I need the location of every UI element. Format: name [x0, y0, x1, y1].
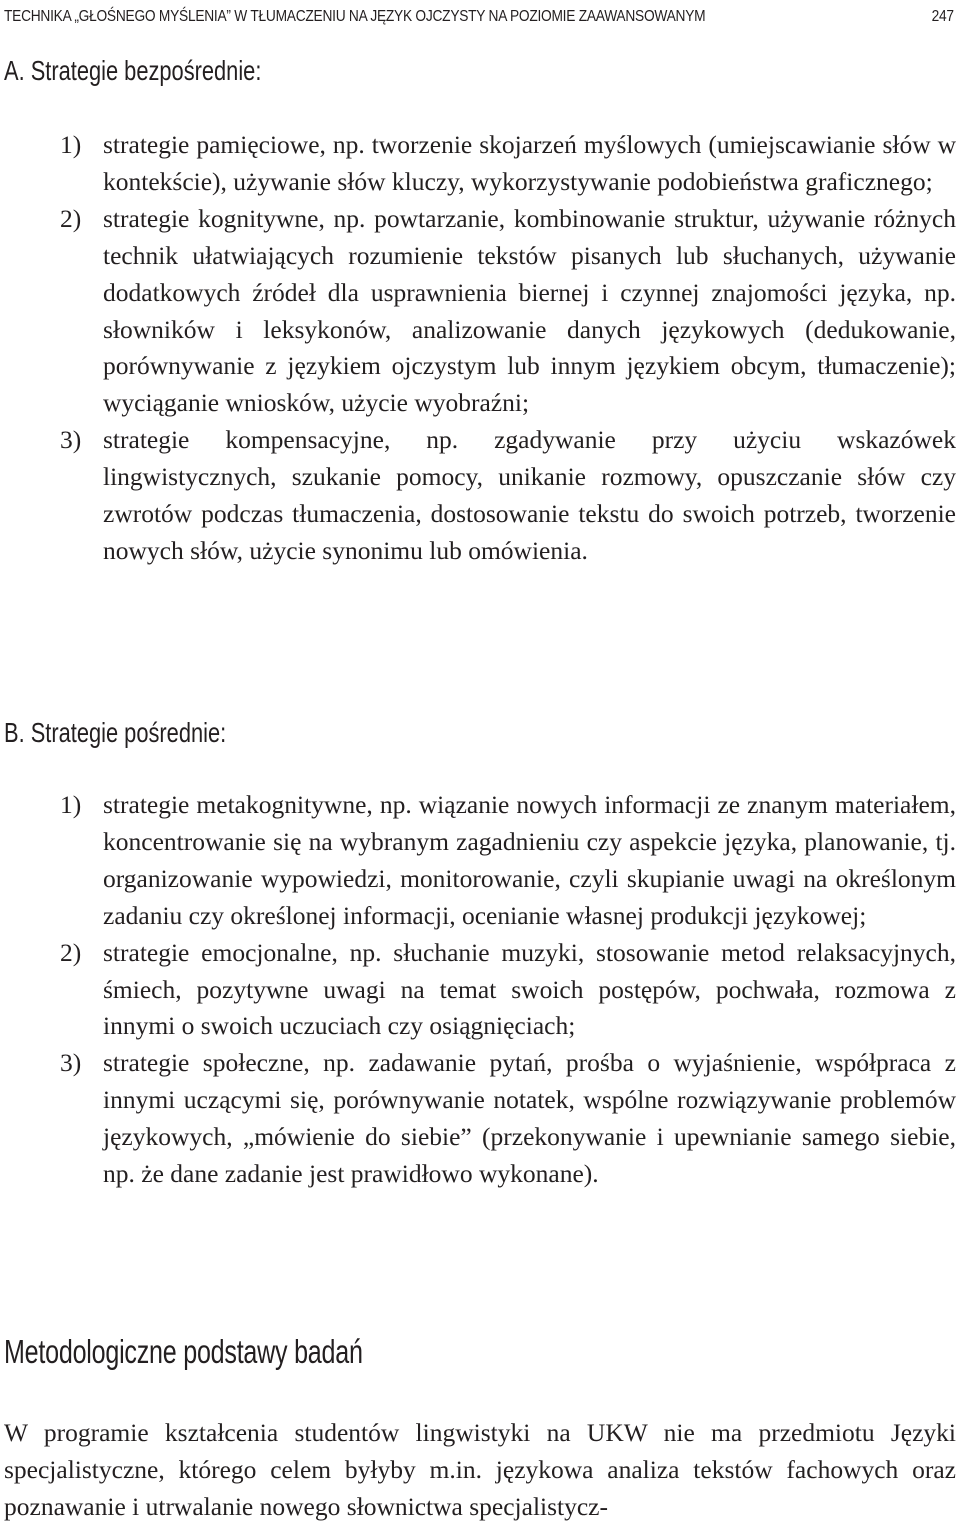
list-item: [0, 1045, 956, 1193]
running-header: [4, 8, 954, 32]
list-item: [0, 935, 956, 1046]
methodology-heading: Metodologiczne podstawy badań: [4, 1333, 363, 1370]
list-item-number: 2): [60, 203, 82, 233]
list-item: [0, 787, 956, 935]
list-item-number: 3): [60, 425, 82, 455]
list-item: [0, 201, 956, 422]
running-title: TECHNIKA „GŁOŚNEGO MYŚLENIA” W TŁUMACZENIU NA JĘZYK OJCZYSTY NA POZIOMIE ZAAWANSOWANYM: [4, 8, 706, 25]
list-item-number: 2): [60, 937, 82, 967]
list-item-number: 1): [60, 790, 82, 819]
list-item-text: strategie emocjonalne, np. słuchanie muzyki, stosowanie metod relaksacyjnych, śmiech, pozytywne uwagi na temat swoich postępów, pochwała, rozmowa z innymi o swoich uczuciach czy osiągnięciach;: [103, 937, 956, 1041]
list-item: [0, 127, 956, 201]
list-item-text: strategie kognitywne, np. powtarzanie, kombinowanie struktur, używanie różnych technik ułatwiających rozumienie tekstów pisanych lub słuchanych, używanie dodatkowych źródeł dla usprawnienia biernej i czynnej znajomości języka, np. słowników i leksykonów, analizowanie danych językowych (dedukowanie, porównywanie z językiem ojczystym lub innym językiem obcym, tłumaczenie); wyciąganie wniosków, użycie wyobraźni;: [103, 203, 956, 418]
list-item-text: strategie kompensacyjne, np. zgadywanie przy użyciu wskazówek lingwistycznych, szukanie pomocy, unikanie rozmowy, opuszczanie słów czy zwrotów podczas tłumaczenia, dostosowanie tekstu do swoich potrzeb, tworzenie nowych słów, użycie synonimu lub omówienia.: [103, 425, 956, 565]
list-item-text: strategie społeczne, np. zadawanie pytań, prośba o wyjaśnienie, współpraca z innymi uczącymi się, porównywanie notatek, wspólne rozwiązywanie problemów językowych, „mówienie do siebie” (przekonywanie i upewnianie samego siebie, np. że dane zadanie jest prawidłowo wykonane).: [103, 1048, 956, 1189]
page-number: 247: [931, 8, 954, 25]
section-a-heading: A. Strategie bezpośrednie:: [4, 55, 262, 86]
section-b-heading: B. Strategie pośrednie:: [4, 717, 227, 748]
direct-strategies-list: [0, 127, 956, 570]
list-item-number: 1): [60, 130, 82, 159]
methodology-paragraph: W programie kształcenia studentów lingwistyki na UKW nie ma przedmiotu Języki specjalistyczne, którego celem byłyby m.in. językowa analiza tekstów fachowych oraz poznawanie i utrwalanie nowego słownictwa specjalistycz-: [4, 1418, 956, 1521]
list-item-text: strategie metakognitywne, np. wiązanie nowych informacji ze znanym materiałem, koncentrowanie się na wybranym zagadnieniu czy aspekcie języka, planowanie, tj. organizowanie wypowiedzi, monitorowanie, czyli skupianie uwagi na określonym zadaniu czy określonej informacji, ocenianie własnej produkcji językowej;: [103, 790, 956, 930]
list-item: [0, 422, 956, 570]
list-item-text: strategie pamięciowe, np. tworzenie skojarzeń myślowych (umiejscawianie słów w kontekście), używanie słów kluczy, wykorzystywanie podobieństwa graficznego;: [103, 130, 956, 196]
list-item-number: 3): [60, 1048, 82, 1078]
indirect-strategies-list: [0, 787, 956, 1193]
